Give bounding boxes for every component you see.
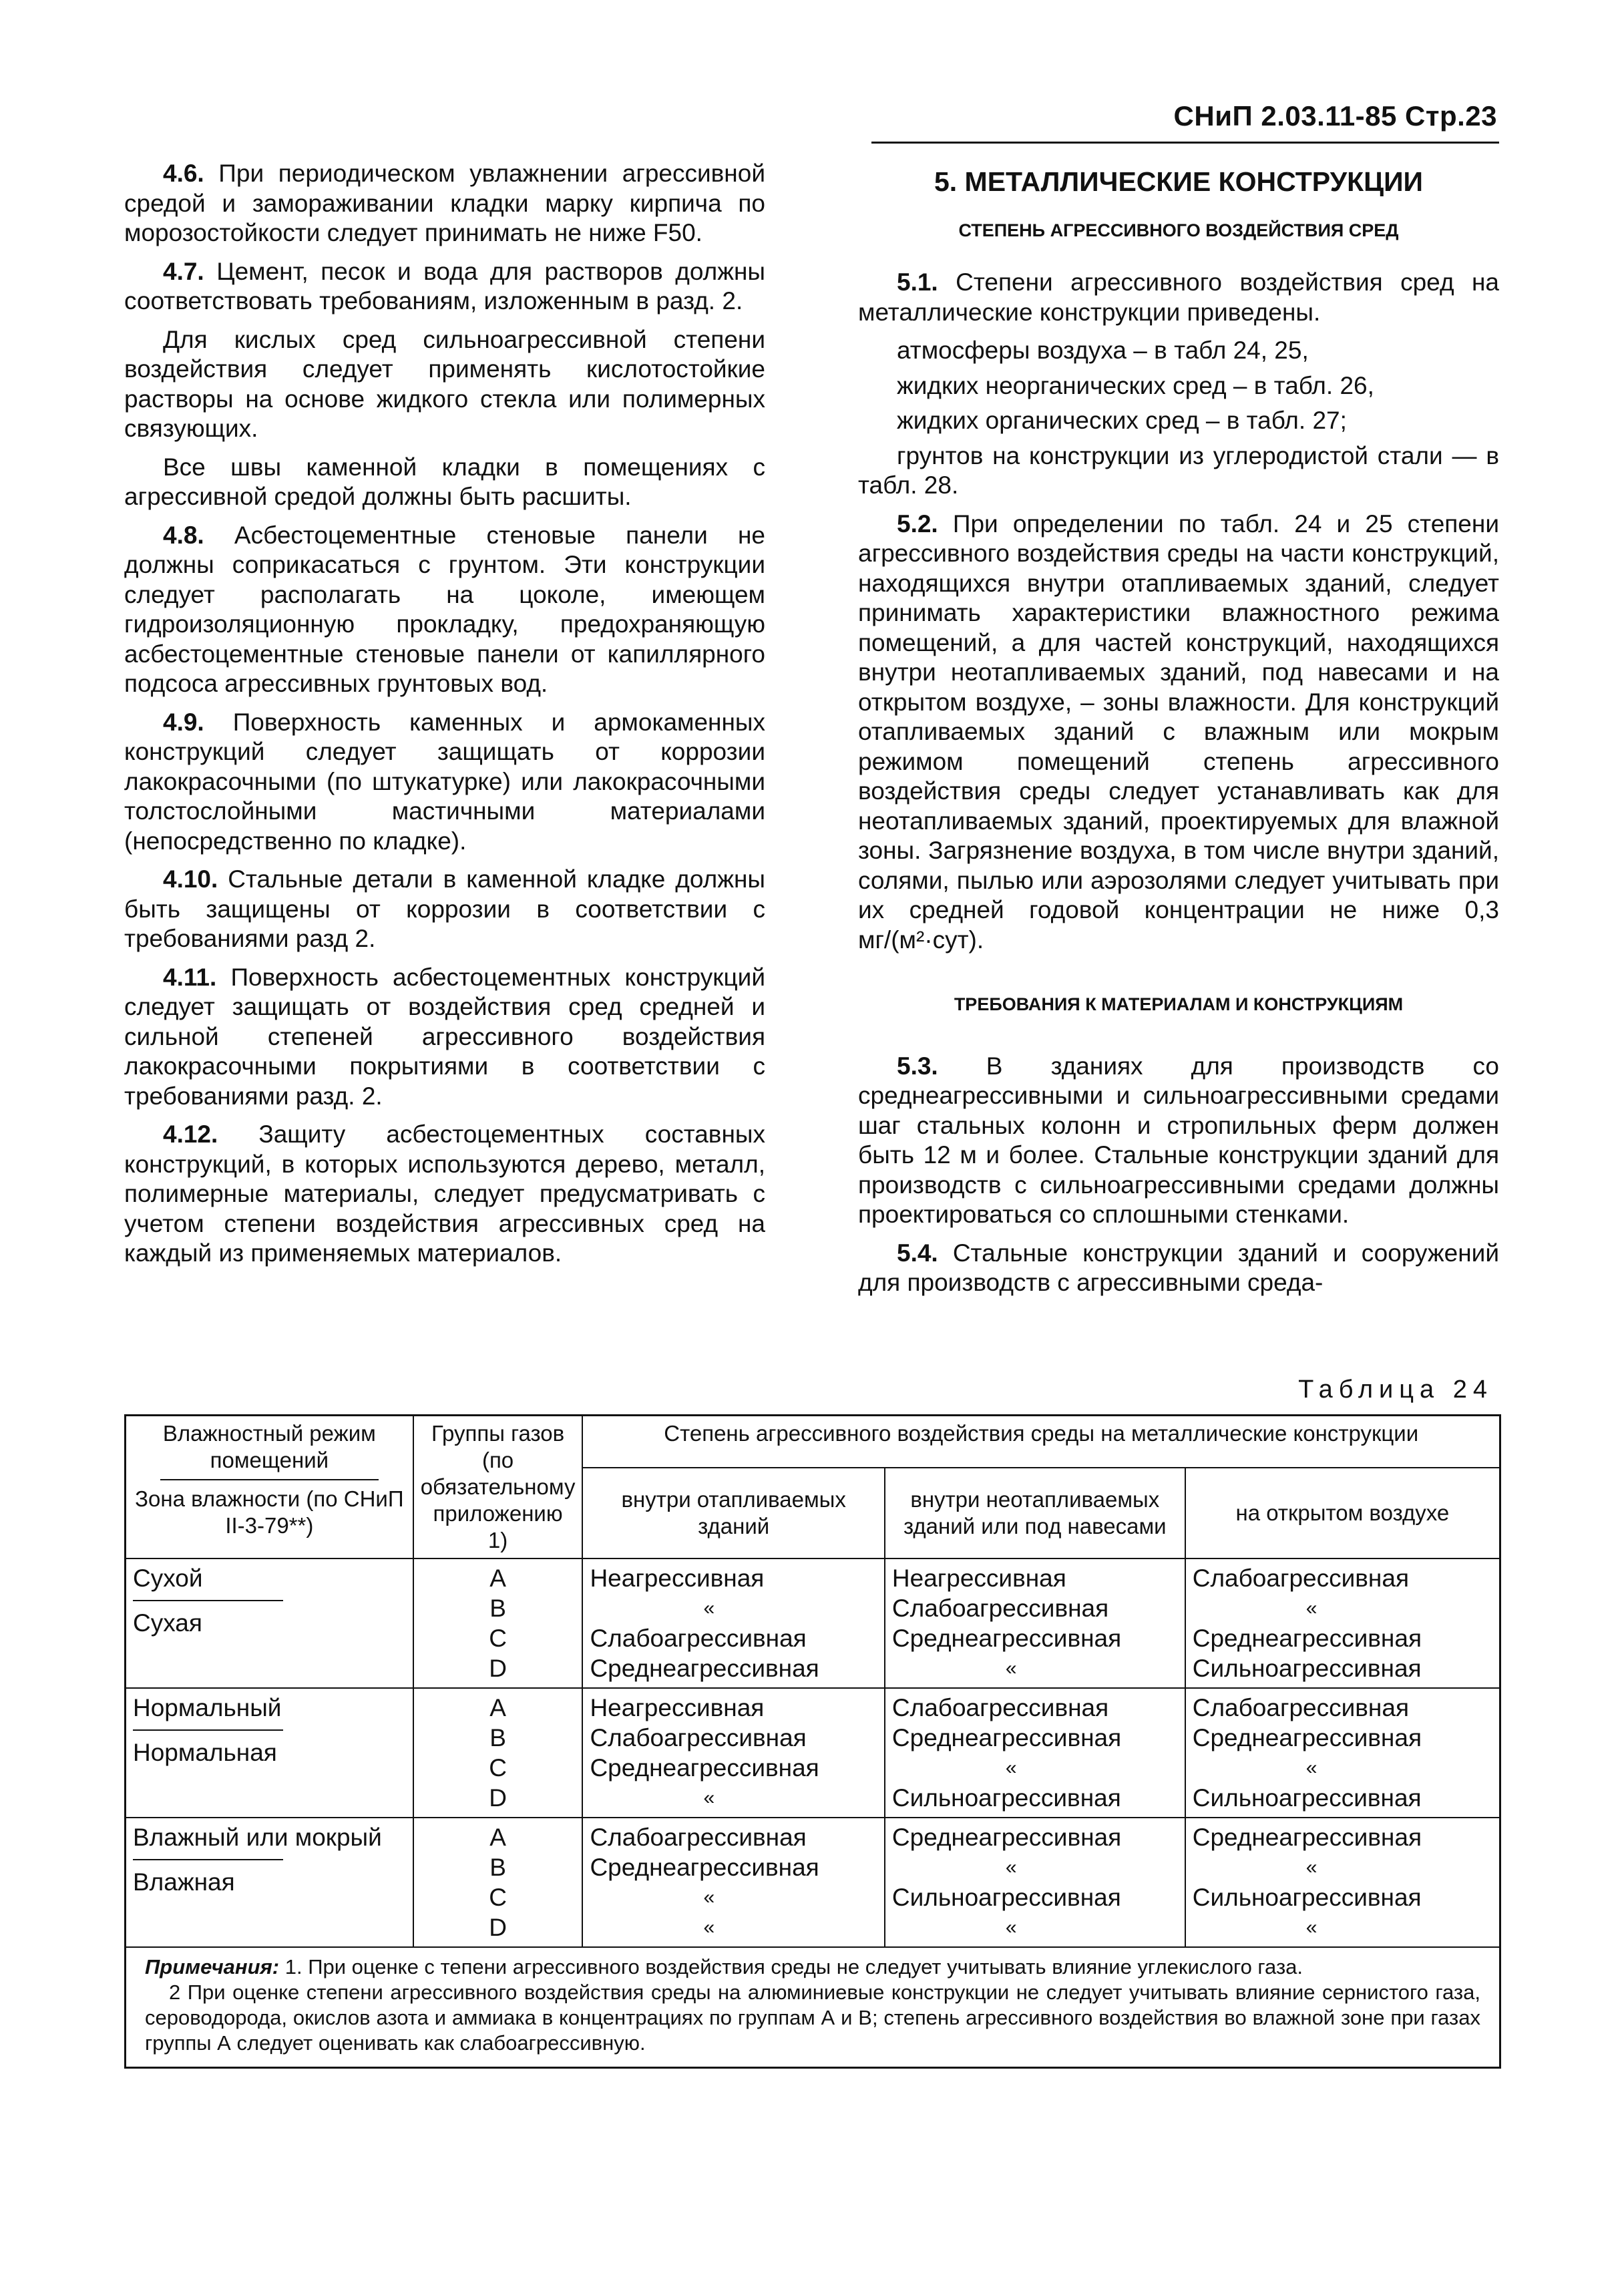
header-rule [871,142,1499,144]
header-gas-groups: Группы газов (по обязательному приложению 1) [413,1416,583,1559]
gas-groups-cell: A B C D [413,1688,583,1818]
paragraph: 4.11. Поверхность асбестоцементных конструкций следует защищать от воздействия сред средней и сильной степеней агрессивного воздействия лакокрасочными покрытиями в соответствии с требованиями разд. 2. [124,963,765,1110]
header-degree: Степень агрессивного воздействия среды на металлические конструкции [582,1416,1500,1468]
paragraph: 4.8. Асбестоцементные стеновые панели не должны соприкасаться с грунтом. Эти конструкции следует располагать на цоколе, имеющем гидроизоляционную прокладку, предохраняющую асбестоцементные стеновые панели от капиллярного подсоса агрессивных грунтовых вод. [124,521,765,697]
unheated-cell: Среднеагрессивная « Сильноагрессивная « [885,1818,1185,1947]
table-row [126,1818,1500,1947]
page-header: СНиП 2.03.11-85 Стр.23 [1173,100,1497,132]
table-notes: Примечания: 1. При оценке с тепени агрессивного воздействия среды не следует учитывать влияние углекислого газа. 2 При оценке степени агрессивного воздействия среды на алюминиевые конструкции не следует учитывать влияние сернистого газа, сероводорода, окислов азота и аммиака в концентрациях по группам А и В; степень агрессивного воздействия во влажной зоне при газах группы А следует оценивать как слабоагрессивную. [126,1947,1500,2068]
outdoor-cell: Слабоагрессивная « Среднеагрессивная Сильноагрессивная [1185,1558,1500,1688]
regime-cell: Сухой Сухая [126,1558,413,1688]
list-item: жидких органических сред – в табл. 27; [897,407,1347,434]
regime-cell: Влажный или мокрый Влажная [126,1818,413,1947]
table-row [126,1688,1500,1818]
table-row [126,1558,1500,1688]
paragraph-5-1: 5.1. Степени агрессивного воздействия сред на металлические конструкции приведены. [858,268,1499,326]
gas-groups-cell: A B C D [413,1558,583,1688]
paragraph: Все швы каменной кладки в помещениях с агрессивной средой должны быть расшиты. [124,453,765,510]
paragraph: 4.6. При периодическом увлажнении агрессивной средой и замораживании кладки марку кирпича по морозостойкости следует принимать не ниже F50. [124,160,765,246]
header-regime-zone: Влажностный режим помещений Зона влажности (по СНиП II-3-79**) [126,1416,413,1559]
header-outdoor: на открытом воздухе [1185,1468,1500,1558]
paragraph-5-2: 5.2. При определении по табл. 24 и 25 степени агрессивного воздействия среды на части конструкций, находящихся внутри отапливаемых зданий, следует принимать характеристики влажностного режима помещений, а для частей конструкций, находящихся внутри неотапливаемых зданий, под навесами и на открытом воздухе, – зоны влажности. Для конструкций отапливаемых зданий с влажным или мокрым режимом помещений степень агрессивного воздействия среды следует устанавливать как для неотапливаемых зданий, проектируемых для влажной зоны. Загрязнение воздуха, в том числе внутри зданий, солями, пылью или аэрозолями следует учитывать при их средней годовой концентрации не ниже 0,3 мг/(м²·сут). [858,509,1499,954]
table-24 [124,1414,1501,2069]
left-column [124,159,765,1277]
heated-cell: Слабоагрессивная Среднеагрессивная « « [582,1818,884,1947]
outdoor-cell: Слабоагрессивная Среднеагрессивная « Сильноагрессивная [1185,1688,1500,1818]
list-item: атмосферы воздуха – в табл 24, 25, [897,337,1309,364]
paragraph-5-4: 5.4. Стальные конструкции зданий и сооружений для производств с агрессивными среда- [858,1239,1499,1296]
section-title: 5. МЕТАЛЛИЧЕСКИЕ КОНСТРУКЦИИ [934,166,1424,197]
heated-cell: Неагрессивная Слабоагрессивная Среднеагрессивная « [582,1688,884,1818]
header-heated: внутри отапливаемых зданий [582,1468,884,1558]
outdoor-cell: Среднеагрессивная « Сильноагрессивная « [1185,1818,1500,1947]
paragraph: 4.12. Защиту асбестоцементных составных конструкций, в которых используются дерево, металл, полимерные материалы, следует предусматривать с учетом степени воздействия агрессивных сред на каждый из применяемых материалов. [124,1120,765,1267]
unheated-cell: Слабоагрессивная Среднеагрессивная « Сильноагрессивная [885,1688,1185,1818]
paragraph-5-1-tail: грунтов на конструкции из углеродистой стали — в табл. 28. [858,441,1499,499]
paragraph: 4.9. Поверхность каменных и армокаменных конструкций следует защищать от коррозии лакокрасочными (по штукатурке) или лакокрасочными толстослойными мастичными материалами (непосредственно по кладке). [124,708,765,855]
table-caption: Таблица 24 [1298,1376,1493,1404]
unheated-cell: Неагрессивная Слабоагрессивная Среднеагрессивная « [885,1558,1185,1688]
list-item: жидких неорганических сред – в табл. 26, [897,371,1374,399]
paragraph: 4.7. Цемент, песок и вода для растворов должны соответствовать требованиям, изложенным в разд. 2. [124,257,765,315]
subsection-title-2: ТРЕБОВАНИЯ К МАТЕРИАЛАМ И КОНСТРУКЦИЯМ [954,994,1404,1014]
right-column [858,159,1499,1307]
gas-groups-cell: A B C D [413,1818,583,1947]
regime-cell: Нормальный Нормальная [126,1688,413,1818]
subsection-title-1: СТЕПЕНЬ АГРЕССИВНОГО ВОЗДЕЙСТВИЯ СРЕД [958,220,1399,240]
paragraph: Для кислых сред сильноагрессивной степени воздействия следует применять кислотостойкие растворы на основе жидкого стекла или полимерных связующих. [124,325,765,442]
heated-cell: Неагрессивная « Слабоагрессивная Среднеагрессивная [582,1558,884,1688]
paragraph-5-3: 5.3. В зданиях для производств со среднеагрессивными и сильноагрессивными средами шаг стальных колонн и стропильных ферм должен быть 12 м и более. Стальные конструкции зданий для производств с сильноагрессивными средами должны проектироваться со сплошными стенками. [858,1052,1499,1228]
header-unheated: внутри неотапливаемых зданий или под навесами [885,1468,1185,1558]
paragraph: 4.10. Стальные детали в каменной кладке должны быть защищены от коррозии в соответствии с требованиями разд 2. [124,865,765,952]
